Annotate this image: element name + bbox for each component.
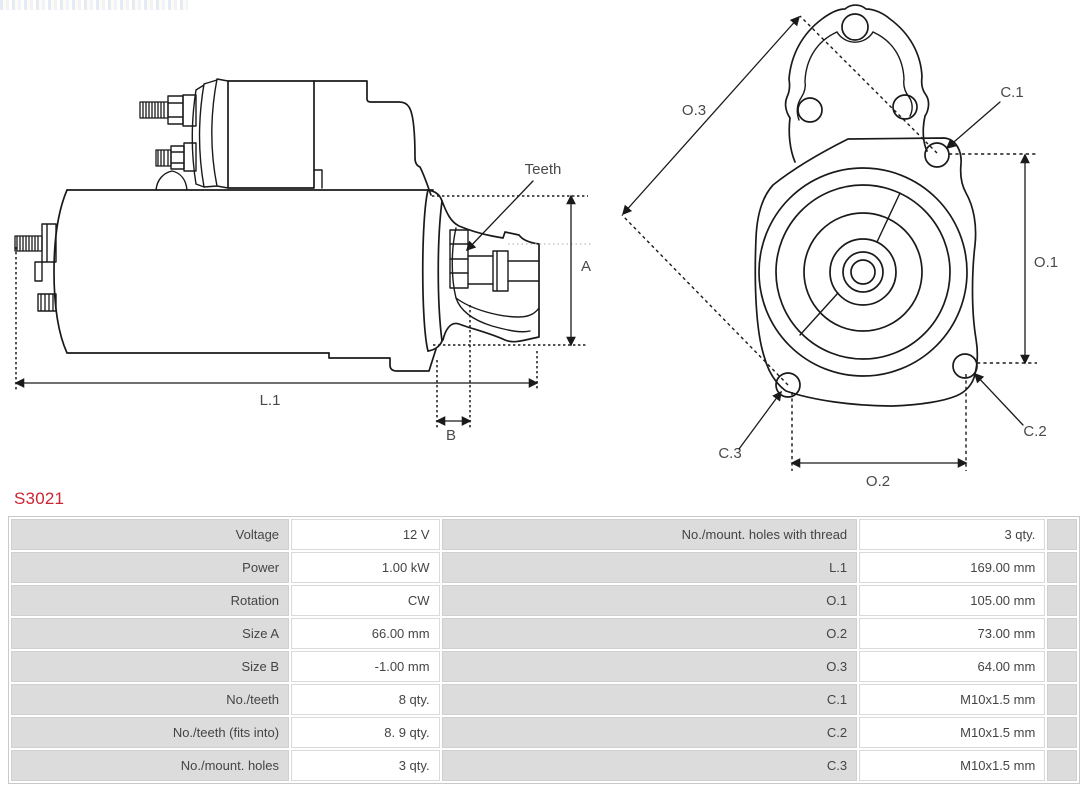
end-ring xyxy=(423,190,442,351)
spec-label-cell: No./mount. holes with thread xyxy=(442,519,858,550)
spec-value-cell: 66.00 mm xyxy=(291,618,440,649)
teeth-callout xyxy=(467,161,561,250)
dim-label-o2: O.2 xyxy=(865,473,891,490)
spec-row xyxy=(11,717,1077,748)
solenoid xyxy=(228,81,431,195)
spec-label-cell: Power xyxy=(11,552,289,583)
spec-value-cell: CW xyxy=(291,585,440,616)
spec-value-cell: M10x1.5 mm xyxy=(859,750,1045,781)
dim-label-c3: C.3 xyxy=(718,445,742,462)
dim-label-b: B xyxy=(445,427,457,444)
spec-value-cell: 3 qty. xyxy=(859,519,1045,550)
spec-label-cell: O.3 xyxy=(442,651,858,682)
spec-value-cell: 8. 9 qty. xyxy=(291,717,440,748)
spec-label-cell: O.2 xyxy=(442,618,858,649)
motor-body-outline xyxy=(54,190,436,371)
spec-label-cell: O.1 xyxy=(442,585,858,616)
spec-label-cell: No./teeth xyxy=(11,684,289,715)
spec-row xyxy=(11,684,1077,715)
terminal-stud-bottom xyxy=(156,143,196,171)
mounting-flange xyxy=(755,138,977,406)
dimension-o3 xyxy=(622,16,937,385)
spec-value-cell: 64.00 mm xyxy=(859,651,1045,682)
spec-row xyxy=(11,651,1077,682)
spec-stub-cell xyxy=(1047,684,1077,715)
spec-label-cell: No./mount. holes xyxy=(11,750,289,781)
spec-stub-cell xyxy=(1047,717,1077,748)
callout-c2 xyxy=(975,374,1047,440)
spec-label-cell: Size A xyxy=(11,618,289,649)
spec-label-cell: L.1 xyxy=(442,552,858,583)
spec-value-cell: M10x1.5 mm xyxy=(859,717,1045,748)
callout-c1 xyxy=(947,84,1024,148)
callout-c3 xyxy=(718,392,781,462)
spec-label-cell: C.2 xyxy=(442,717,858,748)
spec-value-cell: M10x1.5 mm xyxy=(859,684,1045,715)
mount-hole-c1 xyxy=(925,143,949,167)
spec-label-cell: C.3 xyxy=(442,750,858,781)
dimension-o2 xyxy=(792,374,966,490)
upper-right-hole xyxy=(893,95,917,119)
spec-value-cell: 105.00 mm xyxy=(859,585,1045,616)
spec-stub-cell xyxy=(1047,585,1077,616)
dimension-l1 xyxy=(16,247,537,409)
solenoid-support-bracket xyxy=(156,171,187,190)
spec-value-cell: 3 qty. xyxy=(291,750,440,781)
terminal-stud-top xyxy=(140,95,196,126)
spec-row xyxy=(11,585,1077,616)
spec-value-cell: 8 qty. xyxy=(291,684,440,715)
upper-left-hole xyxy=(798,98,822,122)
dim-label-c1: C.1 xyxy=(1000,84,1024,101)
spec-stub-cell xyxy=(1047,552,1077,583)
spec-label-cell: C.1 xyxy=(442,684,858,715)
drive-shaft xyxy=(468,251,539,291)
spec-label-cell: No./teeth (fits into) xyxy=(11,717,289,748)
body-left-stud xyxy=(15,224,56,311)
motor-face-circles xyxy=(759,168,967,376)
spec-value-cell: 1.00 kW xyxy=(291,552,440,583)
spec-row xyxy=(11,552,1077,583)
spec-stub-cell xyxy=(1047,519,1077,550)
spec-value-cell: -1.00 mm xyxy=(291,651,440,682)
part-number-title: S3021 xyxy=(14,489,65,508)
spec-table-body xyxy=(11,519,1077,781)
spec-label-cell: Voltage xyxy=(11,519,289,550)
spec-value-cell: 169.00 mm xyxy=(859,552,1045,583)
dim-label-o1: O.1 xyxy=(1033,254,1059,271)
dim-label-o3: O.3 xyxy=(681,102,707,119)
dim-label-c2: C.2 xyxy=(1023,423,1047,440)
drive-housing xyxy=(442,201,539,342)
spec-value-cell: 73.00 mm xyxy=(859,618,1045,649)
solenoid-end-cap xyxy=(192,79,228,188)
spec-stub-cell xyxy=(1047,618,1077,649)
spec-row xyxy=(11,618,1077,649)
top-hole xyxy=(842,14,868,40)
dim-label-l1: L.1 xyxy=(259,392,281,409)
spec-table xyxy=(8,516,1080,784)
side-view-drawing xyxy=(15,79,592,444)
front-view-drawing xyxy=(622,5,1058,490)
spec-stub-cell xyxy=(1047,651,1077,682)
spec-row xyxy=(11,750,1077,781)
spec-label-cell: Size B xyxy=(11,651,289,682)
teeth-label: Teeth xyxy=(524,161,562,178)
spec-row xyxy=(11,519,1077,550)
spec-stub-cell xyxy=(1047,750,1077,781)
spec-value-cell: 12 V xyxy=(291,519,440,550)
mount-hole-c2 xyxy=(953,354,977,378)
dim-label-a: A xyxy=(580,258,592,275)
spec-label-cell: Rotation xyxy=(11,585,289,616)
